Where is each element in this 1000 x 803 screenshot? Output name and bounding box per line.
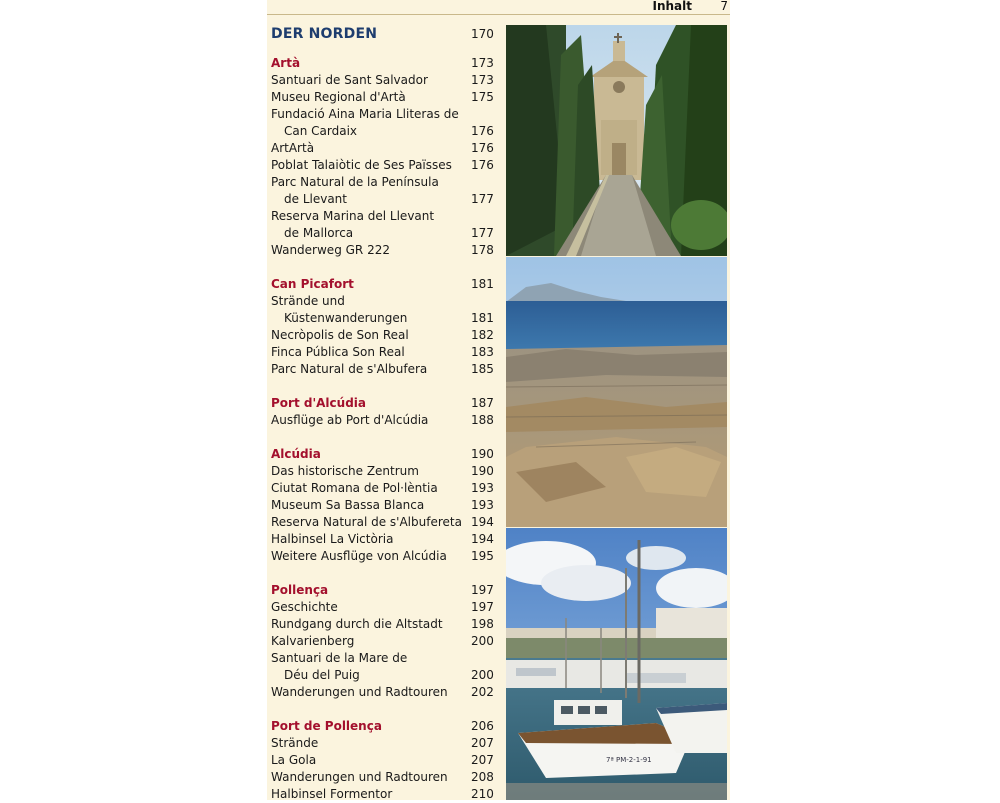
entry-page: 208 <box>471 770 494 784</box>
entry-page: 185 <box>471 362 494 376</box>
section-title: Can Picafort <box>271 277 354 291</box>
section-page: 173 <box>471 56 494 70</box>
entry-page: 182 <box>471 328 494 342</box>
boat-registration-text: 7ª PM-2-1-91 <box>606 756 652 764</box>
toc-section-heading[interactable] <box>271 55 497 72</box>
entry-title: Santuari de la Mare de <box>271 651 408 665</box>
toc-section-heading[interactable] <box>271 582 497 599</box>
entry-page: 177 <box>471 192 494 206</box>
toc-entry[interactable] <box>271 769 497 786</box>
toc-entry[interactable] <box>271 684 497 701</box>
main-title-text: DER NORDEN <box>271 26 378 42</box>
entry-page: 190 <box>471 464 494 478</box>
toc-entry[interactable] <box>271 480 497 497</box>
entry-page: 195 <box>471 549 494 563</box>
entry-page: 188 <box>471 413 494 427</box>
toc-entry[interactable] <box>271 293 497 310</box>
toc-section-heading[interactable] <box>271 276 497 293</box>
entry-title: Can Cardaix <box>284 124 358 138</box>
table-of-contents <box>271 24 497 803</box>
entry-page: 197 <box>471 600 494 614</box>
toc-entry[interactable] <box>271 786 497 803</box>
entry-page: 193 <box>471 498 494 512</box>
toc-entry[interactable] <box>271 174 497 191</box>
entry-title: Poblat Talaiòtic de Ses Païsses <box>271 158 452 172</box>
entry-title: Strände und <box>271 294 345 308</box>
toc-entry[interactable] <box>271 548 497 565</box>
entry-title: Geschichte <box>271 600 338 614</box>
coast-photo <box>506 257 727 527</box>
entry-title: La Gola <box>271 753 317 767</box>
section-gap <box>271 429 497 446</box>
entry-page: 198 <box>471 617 494 631</box>
section-title: Artà <box>271 56 301 70</box>
section-title: Alcúdia <box>271 447 321 461</box>
entry-title: Museum Sa Bassa Blanca <box>271 498 425 512</box>
entry-title: Kalvarienberg <box>271 634 355 648</box>
entry-title: Weitere Ausflüge von Alcúdia <box>271 549 447 563</box>
entry-page: 193 <box>471 481 494 495</box>
entry-title: Das historische Zentrum <box>271 464 419 478</box>
entry-page: 194 <box>471 532 494 546</box>
section-page: 181 <box>471 277 494 291</box>
section-page: 197 <box>471 583 494 597</box>
toc-entry[interactable] <box>271 531 497 548</box>
section-title: Port d'Alcúdia <box>271 396 366 410</box>
entry-page: 176 <box>471 158 494 172</box>
entry-page: 178 <box>471 243 494 257</box>
entry-title: Reserva Marina del Llevant <box>271 209 435 223</box>
toc-section-heading[interactable] <box>271 718 497 735</box>
toc-entry[interactable] <box>271 327 497 344</box>
entry-title: Parc Natural de s'Albufera <box>271 362 428 376</box>
header-page-number: 7 <box>720 0 728 13</box>
toc-entry[interactable] <box>271 463 497 480</box>
toc-entry[interactable] <box>271 650 497 667</box>
section-gap <box>271 565 497 582</box>
entry-title: Halbinsel La Victòria <box>271 532 394 546</box>
church-photo <box>506 25 727 256</box>
toc-entry[interactable] <box>271 412 497 429</box>
header-label: Inhalt <box>652 0 692 13</box>
toc-entry[interactable] <box>271 157 497 174</box>
entry-title: Wanderweg GR 222 <box>271 243 390 257</box>
entry-title: de Mallorca <box>284 226 354 240</box>
toc-section-heading[interactable] <box>271 395 497 412</box>
section-page: 190 <box>471 447 494 461</box>
entry-page: 207 <box>471 736 494 750</box>
toc-entry[interactable] <box>271 72 497 89</box>
entry-title: Rundgang durch die Altstadt <box>271 617 443 631</box>
toc-entry[interactable] <box>271 361 497 378</box>
toc-entry[interactable] <box>271 514 497 531</box>
entry-title: Wanderungen und Radtouren <box>271 685 448 699</box>
entry-title: Wanderungen und Radtouren <box>271 770 448 784</box>
toc-entry[interactable] <box>271 599 497 616</box>
entry-page: 207 <box>471 753 494 767</box>
toc-entry[interactable] <box>271 123 497 140</box>
section-gap <box>271 701 497 718</box>
entry-page: 210 <box>471 787 494 801</box>
toc-entry[interactable] <box>271 310 497 327</box>
toc-entry[interactable] <box>271 752 497 769</box>
entry-title: Finca Pública Son Real <box>271 345 405 359</box>
entry-title: Reserva Natural de s'Albufereta <box>271 515 462 529</box>
entry-title: Santuari de Sant Salvador <box>271 73 428 87</box>
entry-page: 177 <box>471 226 494 240</box>
section-page: 187 <box>471 396 494 410</box>
section-title: Pollença <box>271 583 329 597</box>
entry-title: Parc Natural de la Península <box>271 175 439 189</box>
entry-page: 200 <box>471 668 494 682</box>
entry-page: 181 <box>471 311 494 325</box>
section-gap <box>271 378 497 395</box>
entry-title: Ciutat Romana de Pol·lèntia <box>271 481 438 495</box>
toc-main-title[interactable] <box>271 24 497 44</box>
main-title-page: 170 <box>471 27 494 41</box>
entry-title: Déu del Puig <box>284 668 360 682</box>
running-header <box>267 0 730 15</box>
entry-page: 194 <box>471 515 494 529</box>
toc-entry[interactable] <box>271 735 497 752</box>
entry-title: Halbinsel Formentor <box>271 787 393 801</box>
toc-entry[interactable] <box>271 89 497 106</box>
toc-entry[interactable] <box>271 191 497 208</box>
entry-page: 183 <box>471 345 494 359</box>
toc-entry[interactable] <box>271 344 497 361</box>
toc-entry[interactable] <box>271 225 497 242</box>
toc-section-heading[interactable] <box>271 446 497 463</box>
entry-page: 202 <box>471 685 494 699</box>
entry-title: ArtArtà <box>271 141 315 155</box>
entry-page: 173 <box>471 73 494 87</box>
section-title: Port de Pollença <box>271 719 382 733</box>
entry-page: 175 <box>471 90 494 104</box>
entry-title: Necròpolis de Son Real <box>271 328 409 342</box>
entry-title: Fundació Aina Maria Lliteras de <box>271 107 459 121</box>
entry-title: Ausflüge ab Port d'Alcúdia <box>271 413 429 427</box>
entry-title: Küstenwanderungen <box>284 311 408 325</box>
section-page: 206 <box>471 719 494 733</box>
toc-entry[interactable] <box>271 140 497 157</box>
toc-entry[interactable] <box>271 242 497 259</box>
toc-entry[interactable] <box>271 497 497 514</box>
toc-entry[interactable] <box>271 616 497 633</box>
entry-title: Museu Regional d'Artà <box>271 90 406 104</box>
section-gap <box>271 259 497 276</box>
entry-title: Strände <box>271 736 319 750</box>
harbor-photo <box>506 528 727 800</box>
toc-entry[interactable] <box>271 106 497 123</box>
entry-title: de Llevant <box>284 192 347 206</box>
entry-page: 176 <box>471 124 494 138</box>
toc-entry[interactable] <box>271 633 497 650</box>
entry-page: 200 <box>471 634 494 648</box>
toc-entry[interactable] <box>271 208 497 225</box>
entry-page: 176 <box>471 141 494 155</box>
toc-entry[interactable] <box>271 667 497 684</box>
